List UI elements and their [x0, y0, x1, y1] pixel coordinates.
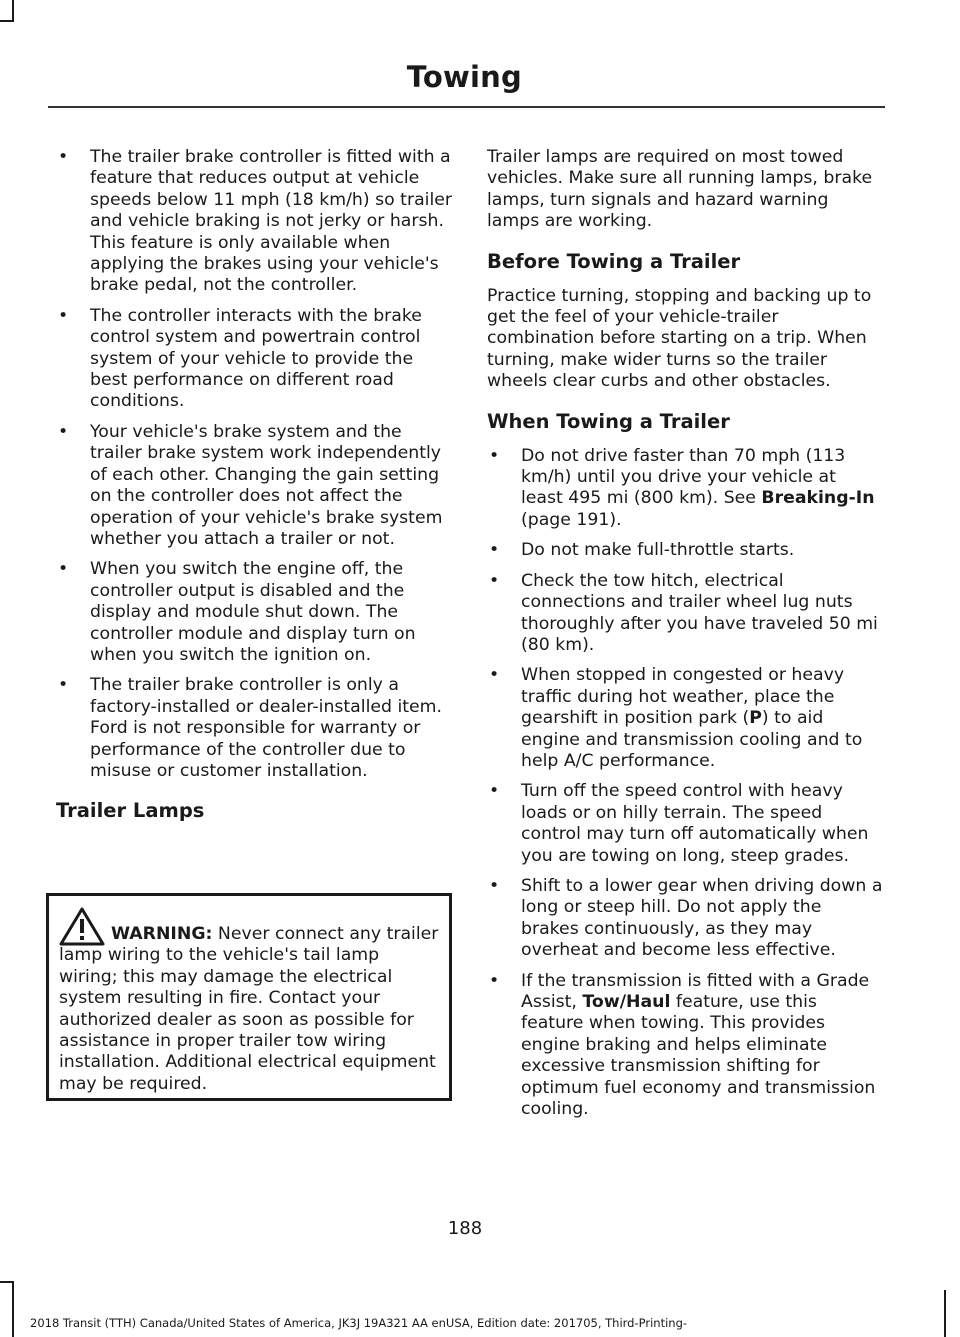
list-item: • Do not make full-throttle starts. [489, 540, 795, 561]
list-item-text: When you switch the engine off, the controller output is disabled and the display and module shut down. The controller module and display turn on when you switch the ignition on. [90, 559, 416, 665]
list-item: • Your vehicle's brake system and the trailer brake system work independently of each other. Changing the gain setting on the controller does not affect the operation of your vehicle's brake system whether you attach a trailer or not. [58, 421, 443, 549]
footer-text: 2018 Transit (TTH) Canada/United States of America, JK3J 19A321 AA enUSA, Edition date: 201705, Third-Printing- [30, 1316, 688, 1330]
park-symbol: P [749, 708, 762, 729]
list-item: • When stopped in congested or heavy traffic during hot weather, place the gearshift in position park (P) to aid engine and transmission cooling and to help A/C performance. [489, 665, 863, 771]
list-item: • Shift to a lower gear when driving down a long or steep hill. Do not apply the brakes continuously, as they may overheat and become less effective. [489, 875, 883, 961]
list-item: • Check the tow hitch, electrical connections and trailer wheel lug nuts thoroughly after you have traveled 50 mi (80 km). [489, 570, 878, 655]
list-item: • The controller interacts with the brake control system and powertrain control system of your vehicle to provide the best performance on different road conditions. [58, 305, 422, 412]
list-item-text: The trailer brake controller is only a factory-installed or dealer-installed item. Ford is not responsible for warranty or performance of the controller due to misuse or customer installation. [90, 675, 442, 781]
list-item: • Turn off the speed control with heavy loads or on hilly terrain. The speed control may turn off automatically when you are towing on long, steep grades. [489, 781, 869, 866]
list-item-text: Check the tow hitch, electrical connections and trailer wheel lug nuts thoroughly after you have traveled 50 mi (80 km). [521, 570, 878, 655]
trailer-lamps-paragraph: Trailer lamps are required on most towed vehicles. Make sure all running lamps, brake lamps, turn signals and hazard warning lamps are working. [487, 147, 873, 232]
crop-mark [0, 1281, 14, 1283]
list-item-text: When stopped in congested or heavy traffic during hot weather, place the gearshift in position park ( [521, 665, 845, 729]
warning-box [46, 893, 452, 1101]
list-item: • Do not drive faster than 70 mph (113 km/h) until you drive your vehicle at least 495 mi (800 km). See Breaking-In (page 191). [489, 445, 875, 530]
list-item: • The trailer brake controller is fitted with a feature that reduces output at vehicle speeds below 11 mph (18 km/h) so trailer and vehicle braking is not jerky or harsh. This feature is only available when applying the brakes using your vehicle's brake pedal, not the controller. [58, 147, 452, 296]
list-item-text: The controller interacts with the brake control system and powertrain control system of your vehicle to provide the best performance on different road conditions. [90, 305, 422, 412]
towing-bullet-list [487, 446, 883, 1121]
page-number: 188 [447, 1218, 483, 1239]
list-item-text: If the transmission is fitted with a Grade Assist, [521, 970, 870, 1012]
crop-mark [12, 0, 14, 22]
section-heading-when-towing: When Towing a Trailer [487, 409, 730, 433]
list-item-text: Shift to a lower gear when driving down a long or steep hill. Do not apply the brakes continuously, as they may overheat and become less effective. [521, 875, 883, 961]
list-item-text: ) to aid engine and transmission cooling and to help A/C performance. [521, 708, 863, 771]
warning-text: Never connect any trailer lamp wiring to the vehicle's tail lamp wiring; this may damage the electrical system resulting in fire. Contact your authorized dealer as soon as possible for assistance in proper trailer tow wiring installation. Additional electrical equipment may be required. [59, 924, 439, 1094]
header-rule [48, 106, 885, 108]
list-item-text: Turn off the speed control with heavy loads or on hilly terrain. The speed control may turn off automatically when you are towing on long, steep grades. [521, 781, 869, 866]
warning-triangle-icon [59, 906, 105, 946]
list-item-text: Do not drive faster than 70 mph (113 km/h) until you drive your vehicle at least 495 mi (800 km). See [521, 445, 846, 509]
list-item-text: The trailer brake controller is fitted with a feature that reduces output at vehicle speeds below 11 mph (18 km/h) so trailer and vehicle braking is not jerky or harsh. This feature is only available when applying the brakes using your vehicle's brake pedal, not the controller. [90, 147, 452, 296]
section-heading-before-towing: Before Towing a Trailer [487, 249, 741, 273]
page-reference: (page 191). [521, 509, 622, 530]
crop-mark [0, 20, 14, 22]
section-heading-trailer-lamps: Trailer Lamps [56, 799, 205, 823]
list-item: • When you switch the engine off, the controller output is disabled and the display and module shut down. The controller module and display turn on when you switch the ignition on. [58, 559, 416, 665]
list-item: • If the transmission is fitted with a Grade Assist, Tow/Haul feature, use this feature when towing. This provides engine braking and helps eliminate excessive transmission shifting for optimum fuel economy and transmission cooling. [489, 970, 876, 1120]
right-column [487, 147, 883, 1129]
controller-bullet-list [56, 147, 452, 782]
breaking-in-link[interactable]: Breaking-In [761, 488, 875, 509]
list-item-text: Do not make full-throttle starts. [521, 540, 795, 561]
list-item-text: Your vehicle's brake system and the trailer brake system work independently of each other. Changing the gain setting on the controller does not affect the operation of your vehicle's brake system whether you attach a trailer or not. [90, 421, 443, 549]
crop-mark [944, 1290, 946, 1337]
warning-label: WARNING: [111, 924, 213, 944]
list-item-text: feature, use this feature when towing. This provides engine braking and helps eliminate excessive transmission shifting for optimum fuel economy and transmission cooling. [521, 992, 876, 1120]
crop-mark [12, 1281, 14, 1337]
list-item: • The trailer brake controller is only a factory-installed or dealer-installed item. Ford is not responsible for warranty or performance of the controller due to misuse or customer installation. [58, 675, 442, 781]
page-title: Towing [406, 60, 522, 94]
left-column [56, 147, 452, 835]
before-towing-paragraph: Practice turning, stopping and backing up to get the feel of your vehicle-trailer combination before starting on a trip. When turning, make wider turns so the trailer wheels clear curbs and other obstacles. [487, 285, 872, 392]
tow-haul-label: Tow/Haul [582, 992, 671, 1012]
